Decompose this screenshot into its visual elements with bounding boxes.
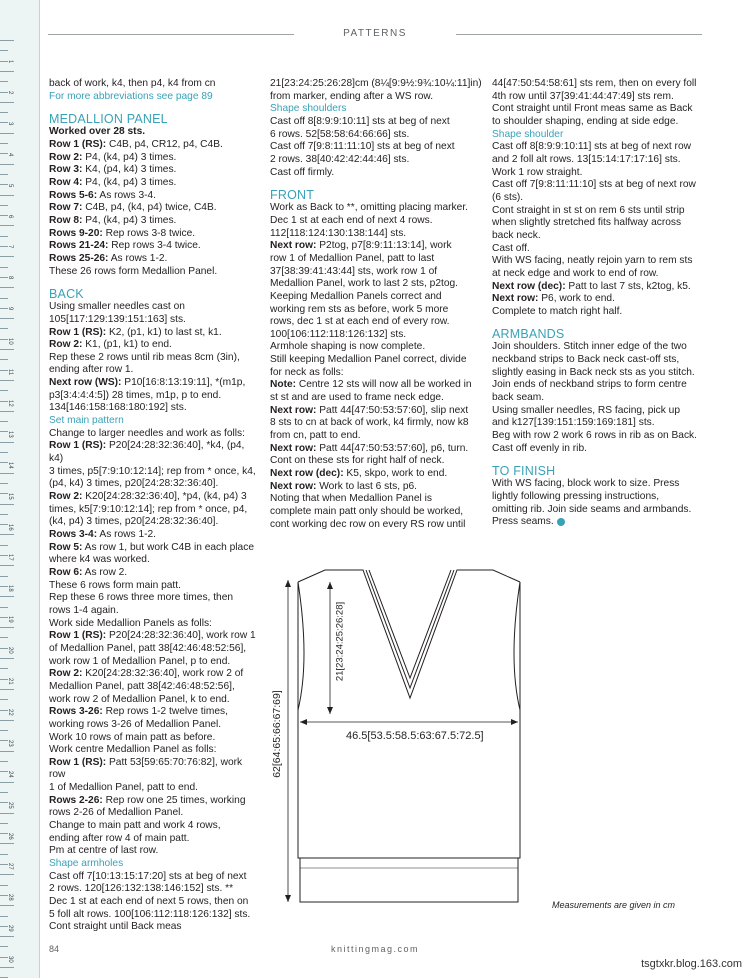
ruler-number: 23 xyxy=(7,739,13,747)
text-line: back seam. xyxy=(492,392,545,404)
ruler-tick xyxy=(0,40,14,41)
ruler-tick xyxy=(0,689,14,690)
ruler-tick xyxy=(0,576,8,577)
ruler-number: 14 xyxy=(7,461,13,469)
ruler-tick xyxy=(0,730,8,731)
ruler-tick xyxy=(0,874,14,875)
text-line: Row 1 (RS): Patt 53[59:65:70:76:82], work row xyxy=(49,756,243,781)
text-line: Work 1 row straight. xyxy=(492,166,583,178)
text-line: rows 1-4 again. xyxy=(49,604,119,616)
ruler-tick xyxy=(0,287,14,288)
ruler-tick xyxy=(0,854,8,855)
heading-front: FRONT xyxy=(270,188,315,203)
text-line: Cont straight until Back meas xyxy=(49,921,182,933)
side-ruler xyxy=(0,0,40,978)
text-line: Rep these 2 rows until rib meas 8cm (3in), xyxy=(49,351,240,363)
text-line: These 6 rows form main patt. xyxy=(49,579,181,591)
ruler-tick xyxy=(0,637,8,638)
ruler-tick xyxy=(0,236,8,237)
text-line: 6 rows. 52[58:58:64:66:66] sts. xyxy=(270,128,410,140)
ruler-tick xyxy=(0,967,14,968)
ruler-tick xyxy=(0,71,14,72)
ruler-tick xyxy=(0,761,8,762)
text-line: 5 foll alt rows. 100[106:112:118:126:132] sts. xyxy=(49,908,251,920)
text-line: (k4, p4) 3 times, p20[24:28:32:36:40]. xyxy=(49,516,219,528)
ruler-tick xyxy=(0,668,8,669)
text-line: rows 2-26 of Medallion Panel. xyxy=(49,807,184,819)
text-line: (6 sts). xyxy=(492,191,524,203)
ruler-number: 15 xyxy=(7,492,13,500)
vest-schematic xyxy=(270,560,710,920)
ruler-tick xyxy=(0,565,14,566)
text-line: st st and are used to frame neck edge. xyxy=(270,392,444,404)
ruler-number: 26 xyxy=(7,832,13,840)
text-line: Rows 21-24: Rep rows 3-4 twice. xyxy=(49,240,201,252)
ruler-number: 4 xyxy=(7,152,13,157)
text-line: working rem sts as before, work 5 more xyxy=(270,303,449,315)
ruler-number: 3 xyxy=(7,121,13,126)
ruler-number: 20 xyxy=(7,647,13,654)
text-line: Cast off evenly in rib. xyxy=(492,442,587,454)
text-line: times, k5[7:9:10:12:14]; rep from * once, p4, xyxy=(49,503,248,515)
text-line: Change to main patt and work 4 rows, xyxy=(49,820,221,832)
text-line: Work centre Medallion Panel as folls: xyxy=(49,744,217,756)
text-line: Row 1 (RS): P20[24:28:32:36:40], *k4, (p4, k4) xyxy=(49,440,245,465)
ruler-number: 8 xyxy=(7,276,13,280)
subheading-set-main-pattern: Set main pattern xyxy=(49,415,124,427)
text-line: Row 5: As row 1, but work C4B in each place xyxy=(49,541,254,553)
ruler-number: 29 xyxy=(7,925,13,932)
text-line: Row 1 (RS): K2, (p1, k1) to last st, k1. xyxy=(49,326,222,338)
ruler-tick xyxy=(0,421,8,422)
armhole-measurement: 21[23:24:25:26:28] xyxy=(334,601,346,682)
ruler-number: 10 xyxy=(7,338,13,345)
text-line: Cast off firmly. xyxy=(270,166,335,178)
heading-medallion-panel: MEDALLION PANEL xyxy=(49,112,168,127)
ruler-tick xyxy=(0,699,8,700)
ruler-tick xyxy=(0,534,14,535)
text-line: Change to larger needles and work as folls: xyxy=(49,427,245,439)
text-line: Next row (dec): Patt to last 7 sts, k2tog, k5. xyxy=(492,280,691,292)
text-line: Next row (WS): P10[16:8:13:19:11], *(m1p, xyxy=(49,377,246,389)
text-line: Rows 25-26: As rows 1-2. xyxy=(49,252,168,264)
ruler-tick xyxy=(0,298,8,299)
ruler-tick xyxy=(0,390,8,391)
text-line: Cast off. xyxy=(492,242,530,254)
ruler-tick xyxy=(0,720,14,721)
text-line: Row 1 (RS): P20[24:28:32:36:40], work row 1 xyxy=(49,630,256,642)
ruler-tick xyxy=(0,50,8,51)
ruler-number: 18 xyxy=(7,585,13,592)
ruler-number: 25 xyxy=(7,801,13,809)
watermark-url: tsgtxkr.blog.163.com xyxy=(641,958,742,970)
ruler-tick xyxy=(0,916,8,917)
ruler-tick xyxy=(0,823,8,824)
text-line: Cont straight until Front meas same as Back xyxy=(492,103,693,115)
ruler-number: 2 xyxy=(7,90,13,95)
ruler-tick xyxy=(0,195,14,196)
text-line: Cont on these sts for right half of neck. xyxy=(270,455,445,467)
ruler-tick xyxy=(0,267,8,268)
text-line: Work as Back to **, omitting placing marker. xyxy=(270,202,468,214)
ruler-tick xyxy=(0,813,14,814)
text-line: 100[106:112:118:126:132] sts. xyxy=(270,328,407,340)
ruler-number: 7 xyxy=(7,245,13,249)
text-line: Worked over 28 sts. xyxy=(49,126,146,138)
text-line: Row 6: As row 2. xyxy=(49,566,128,578)
text-line: and k127[139:151:159:169:181] sts. xyxy=(492,417,655,429)
text-line: Rows 5-6: As rows 3-4. xyxy=(49,189,157,201)
text-line: 2 rows. 120[126:132:138:146:152] sts. ** xyxy=(49,883,234,895)
ruler-tick xyxy=(0,380,14,381)
page-number: 84 xyxy=(49,944,60,954)
text-line: Next row: Work to last 6 sts, p6. xyxy=(270,480,418,492)
ruler-number: 16 xyxy=(7,523,13,531)
text-line: Beg with row 2 work 6 rows in rib as on Back. xyxy=(492,430,697,442)
ruler-tick xyxy=(0,782,14,783)
text-line: Row 8: P4, (k4, p4) 3 times. xyxy=(49,214,177,226)
ruler-tick xyxy=(0,133,14,134)
text-line: Using smaller needles cast on xyxy=(49,301,185,313)
text-line: Work side Medallion Panels as folls: xyxy=(49,617,212,629)
text-line: Cast off 8[8:9:9:10:11] sts at beg of next xyxy=(270,115,450,127)
ruler-number: 21 xyxy=(7,678,13,685)
ruler-tick xyxy=(0,225,14,226)
text-line: row 1 of Medallion Panel, patt to last xyxy=(270,252,435,264)
ruler-tick xyxy=(0,607,8,608)
text-line: Row 4: P4, (k4, p4) 3 times. xyxy=(49,176,177,188)
ruler-tick xyxy=(0,483,8,484)
ruler-tick xyxy=(0,936,14,937)
text-line: working rows 3-26 of Medallion Panel. xyxy=(49,718,222,730)
text-line: where k4 was worked. xyxy=(49,554,150,566)
text-line: Join ends of neckband strips to form centre xyxy=(492,379,687,391)
text-line: slightly easing in Back neck sts as you stitch. xyxy=(492,366,695,378)
ruler-tick xyxy=(0,885,8,886)
text-line: 105[117:129:139:151:163] sts. xyxy=(49,313,186,325)
text-line: 3 times, p5[7:9:10:12:14]; rep from * once, k4, xyxy=(49,465,256,477)
ruler-tick xyxy=(0,112,8,113)
text-line: Rep these 6 rows three more times, then xyxy=(49,592,234,604)
text-line: Armhole shaping is now complete. xyxy=(270,341,426,353)
text-line: Noting that when Medallion Panel is xyxy=(270,493,432,505)
heading-armbands: ARMBANDS xyxy=(492,327,565,342)
section-title: PATTERNS xyxy=(343,28,407,39)
ruler-tick xyxy=(0,658,14,659)
text-line: Using smaller needles, RS facing, pick up xyxy=(492,404,680,416)
text-line: Row 3: K4, (p4, k4) 3 times. xyxy=(49,164,177,176)
text-line: of Medallion Panel, patt 38[42:46:48:52:56], xyxy=(49,642,247,654)
ruler-tick xyxy=(0,473,14,474)
ruler-tick xyxy=(0,514,8,515)
text-line: With WS facing, block work to size. Press xyxy=(492,478,680,490)
ruler-number: 12 xyxy=(7,399,13,407)
text-line: Cast off 7[9:8:11:11:10] sts at beg of next xyxy=(270,141,455,153)
ruler-tick xyxy=(0,452,8,453)
ruler-tick xyxy=(0,596,14,597)
text-line: Dec 1 st at each end of next 4 rows. xyxy=(270,214,433,226)
ruler-tick xyxy=(0,164,14,165)
text-line: Row 2: K1, (p1, k1) to end. xyxy=(49,339,172,351)
ruler-tick xyxy=(0,627,14,628)
text-line: 21[23:24:25:26:28]cm (8¼[9:9½:9¾:10¼:11]in) xyxy=(270,78,482,89)
text-line: ending after row 4 of main patt. xyxy=(49,832,190,844)
ruler-number: 1 xyxy=(7,60,13,64)
text-line: Note: Centre 12 sts will now all be worked in xyxy=(270,379,472,391)
ruler-number: 9 xyxy=(7,307,13,311)
text-line: from cn, patt to end. xyxy=(270,430,361,442)
ruler-tick xyxy=(0,143,8,144)
ruler-number: 5 xyxy=(7,183,13,187)
ruler-tick xyxy=(0,102,14,103)
length-measurement: 62[64:65:66:67:69] xyxy=(271,690,283,778)
text-line: at neck edge and work to end of row. xyxy=(492,267,659,279)
ruler-tick xyxy=(0,256,14,257)
ruler-number: 30 xyxy=(7,956,13,963)
subheading-shape-shoulder: Shape shoulder xyxy=(492,128,564,140)
text-line: for neck as folls: xyxy=(270,366,344,378)
text-line: Next row (dec): K5, skpo, work to end. xyxy=(270,468,448,480)
ruler-tick xyxy=(0,545,8,546)
column-2 xyxy=(270,78,482,531)
text-line: work row 2 of Medallion Panel, k to end. xyxy=(49,693,230,705)
text-line: to shoulder shaping, ending at side edge. xyxy=(492,115,679,127)
text-line: cont working dec row on every RS row until xyxy=(270,518,466,530)
text-line: These 26 rows form Medallion Panel. xyxy=(49,265,218,277)
ruler-tick xyxy=(0,442,14,443)
ruler-tick xyxy=(0,81,8,82)
site-footer: knittingmag.com xyxy=(330,944,420,954)
text-line: Press seams. xyxy=(492,516,708,529)
ruler-number: 24 xyxy=(7,770,13,778)
text-line: Cast off 7[10:13:15:17:20] sts at beg of next xyxy=(49,870,247,882)
text-line: Next row: P6, work to end. xyxy=(492,293,615,305)
ruler-tick xyxy=(0,349,14,350)
subheading-shape-armholes: Shape armholes xyxy=(49,858,124,870)
ruler-number: 17 xyxy=(7,554,13,562)
text-line: p3[3:4:4:4:5]) 28 times, m1p, p to end. xyxy=(49,389,222,401)
text-line: Row 1 (RS): C4B, p4, CR12, p4, C4B. xyxy=(49,138,223,150)
text-line: 37[38:39:41:43:44] sts, work row 1 of xyxy=(270,265,438,277)
text-line: Dec 1 st at each end of next 5 rows, then on xyxy=(49,896,249,908)
text-line: when slightly stretched fits halfway across xyxy=(492,217,682,229)
text-line: Row 7: C4B, p4, (k4, p4) twice, C4B. xyxy=(49,202,217,214)
text-line: 8 sts to cn at back of work, k4 firmly, now k8 xyxy=(270,417,469,429)
ruler-tick xyxy=(0,328,8,329)
text-line: (p4, k4) 3 times, p20[24:28:32:36:40]. xyxy=(49,478,219,490)
text-line: 2 rows. 38[40:42:42:44:46] sts. xyxy=(270,153,410,165)
text-line: Row 2: K20[24:28:32:36:40], *p4, (k4, p4) 3 xyxy=(49,491,247,503)
text-line: Medallion Panel, work to last 2 sts, p2tog. xyxy=(270,278,459,290)
abbreviations-link[interactable]: For more abbreviations see page 89 xyxy=(49,90,213,102)
heading-back: BACK xyxy=(49,287,84,302)
ruler-number: 28 xyxy=(7,894,13,901)
text-line: Cont straight in st st on rem 6 sts until strip xyxy=(492,204,685,216)
text-line: 112[118:124:130:138:144] sts. xyxy=(270,227,407,239)
text-line: back of work, k4, then p4, k4 from cn xyxy=(49,78,216,89)
page-header xyxy=(48,28,702,40)
text-line: Complete to match right half. xyxy=(492,305,623,317)
measurements-caption: Measurements are given in cm xyxy=(552,900,676,910)
ruler-tick xyxy=(0,359,8,360)
text-line: omitting rib. Join side seams and armbands. xyxy=(492,503,692,515)
heading-to-finish: TO FINISH xyxy=(492,464,556,479)
ruler-number: 22 xyxy=(7,708,13,716)
text-line: complete main patt only should be worked, xyxy=(270,506,464,517)
text-line: Row 2: P4, (k4, p4) 3 times. xyxy=(49,151,177,163)
text-line: lightly following pressing instructions, xyxy=(492,491,660,503)
text-line: Cast off 8[8:9:9:10:11] sts at beg of next row xyxy=(492,141,691,153)
text-line: Rows 9-20: Rep rows 3-8 twice. xyxy=(49,227,196,239)
text-line: Next row: P2tog, p7[8:9:11:13:14], work xyxy=(270,240,452,252)
text-line: With WS facing, neatly rejoin yarn to rem sts xyxy=(492,255,693,267)
end-dot-icon xyxy=(557,518,565,526)
ruler-tick xyxy=(0,751,14,752)
column-3 xyxy=(492,78,708,529)
ruler-tick xyxy=(0,205,8,206)
ruler-tick xyxy=(0,318,14,319)
text-line: Next row: Patt 44[47:50:53:57:60], p6, turn. xyxy=(270,442,469,454)
text-line: Keeping Medallion Panels correct and xyxy=(270,290,442,302)
text-line: Rows 3-4: As rows 1-2. xyxy=(49,529,157,540)
width-measurement: 46.5[53.5:58.5:63:67.5:72.5] xyxy=(346,730,484,742)
text-line: Rows 2-26: Rep row one 25 times, working xyxy=(49,794,246,806)
ruler-tick xyxy=(0,174,8,175)
text-line: Pm at centre of last row. xyxy=(49,845,159,857)
text-line: neckband strips to Back neck cast-off sts, xyxy=(492,354,680,366)
text-line: 134[146:158:168:180:192] sts. xyxy=(49,402,187,414)
text-line: 4th row until 37[39:41:44:47:49] sts rem. xyxy=(492,90,674,102)
ruler-tick xyxy=(0,843,14,844)
text-line: rows, dec 1 st at each end of every row. xyxy=(270,316,450,328)
text-line: work row 1 of Medallion Panel, p to end. xyxy=(49,655,231,667)
ruler-tick xyxy=(0,411,14,412)
text-line: Work 10 rows of main patt as before. xyxy=(49,731,216,743)
text-line: ending after row 1. xyxy=(49,364,134,376)
ruler-tick xyxy=(0,504,14,505)
text-line: Next row: Patt 44[47:50:53:57:60], slip next xyxy=(270,404,469,416)
text-line: Medallion Panel, patt 38[42:46:48:52:56], xyxy=(49,680,235,692)
ruler-number: 19 xyxy=(7,616,13,623)
text-line: Rows 3-26: Rep rows 1-2 twelve times, xyxy=(49,706,228,718)
text-line: back neck. xyxy=(492,229,541,241)
text-line: and 2 foll alt rows. 13[15:14:17:17:16] sts. xyxy=(492,153,681,165)
text-line: Row 2: K20[24:28:32:36:40], work row 2 of xyxy=(49,668,244,680)
ruler-number: 11 xyxy=(7,369,13,376)
ruler-number: 6 xyxy=(7,214,13,218)
text-line: from marker, ending after a WS row. xyxy=(270,90,434,102)
text-line: 44[47:50:54:58:61] sts rem, then on every foll xyxy=(492,78,697,89)
column-1 xyxy=(49,78,259,934)
ruler-number: 13 xyxy=(7,430,13,438)
text-line: Still keeping Medallion Panel correct, divide xyxy=(270,354,467,366)
text-line: Join shoulders. Stitch inner edge of the two xyxy=(492,341,687,353)
ruler-number: 27 xyxy=(7,863,13,871)
subheading-shape-shoulders: Shape shoulders xyxy=(270,103,347,115)
text-line: Cast off 7[9:8:11:11:10] sts at beg of next row xyxy=(492,179,696,191)
text-line: 1 of Medallion Panel, patt to end. xyxy=(49,782,198,794)
ruler-tick xyxy=(0,905,14,906)
ruler-tick xyxy=(0,792,8,793)
